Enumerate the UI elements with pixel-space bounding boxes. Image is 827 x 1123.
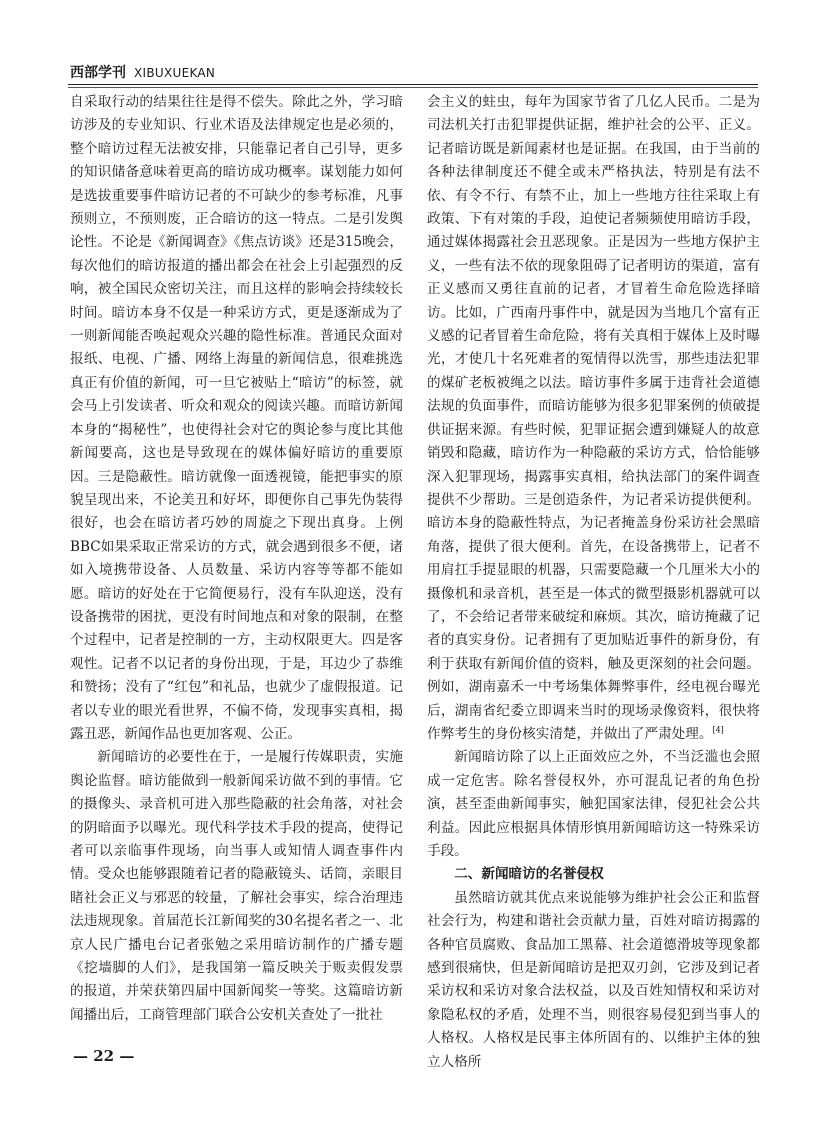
journal-title: 西部学刊 xyxy=(70,65,126,81)
paragraph: 虽然暗访就其优点来说能够为维护社会公正和监督社会行为，构建和谐社会贡献力量，百姓对暗访揭露的各种官员腐败、食品加工黑幕、社会道德滑坡等现象都感到很痛快，但是新闻暗访是把双刃剑，它涉及到记者采访权和采访对象合法权益，以及百姓知情权和采访对象隐私权的矛盾，处理不当，则很容易侵犯到当事人的人格权。人格权是民事主体所固有的、以维护主体的独立人格所 xyxy=(427,889,760,1070)
footnote-reference: [4] xyxy=(712,725,724,735)
paragraph-text: 会主义的蛀虫，每年为国家节省了几亿人民币。二是为司法机关打击犯罪提供证据，维护社会的公平、正义。记者暗访既是新闻素材也是证据。在我国，由于当前的各种法律制度还不健全或未严格执法，特别是有法不依、有令不行、有禁不止，加上一些地方往往采取上有政策、下有对策的手段，迫使记者频频使用暗访手段，通过媒体揭露社会丑恶现象。正是因为一些地方保护主义，一些有法不依的现象阻碍了记者明访的渠道，富有正义感而又勇往直前的记者，才冒着生命危险选择暗访。比如，广西南丹事件中，就是因为当地几个富有正义感的记者冒着生命危险，将有关真相于媒体上及时曝光，才使几十名死难者的冤情得以洗雪，那些违法犯罪的煤矿老板被绳之以法。暗访事件多属于违背社会道德法规的负面事件，而暗访能够为很多犯罪案例的侦破提供证据来源。有些时候，犯罪证据会遭到嫌疑人的故意销毁和隐藏，暗访作为一种隐蔽的采访方式，恰恰能够深入犯罪现场，揭露事实真相，给执法部门的案件调查提供不少帮助。三是创造条件，为记者采访提供便利。暗访本身的隐蔽性特点，为记者掩盖身份采访社会黑暗角落，提供了很大便利。首先，在设备携带上，记者不用肩扛手提显眼的机器，只需要隐藏一个几厘米大小的摄像机和录音机，甚至是一体式的微型摄影机器就可以了，不会给记者带来破绽和麻烦。其次，暗访掩藏了记者的真实身份。记者拥有了更加贴近事件的新身份，有利于获取有新闻价值的资料，触及更深刻的社会问题。例如，湖南嘉禾一中考场集体舞弊事件，经电视台曝光后，湖南省纪委立即调来当时的现场录像资料，很快将作弊考生的身份核实清楚，并做出了严肃处理。 xyxy=(427,94,760,742)
journal-title-latin: XIBUXUEKAN xyxy=(134,66,216,80)
right-column xyxy=(427,91,760,1074)
paragraph: 自采取行动的结果往往是得不偿失。除此之外，学习暗访涉及的专业知识、行业术语及法律规定也是必须的，整个暗访过程无法被安排，只能靠记者自己引导，更多的知识储备意味着更高的暗访成功概率。谋划能力如何是选拔重要事件暗访记者的不可缺少的参考标准，凡事预则立，不预则废，正合暗访的这一特点。二是引发舆论性。不论是《新闻调查》《焦点访谈》还是315晚会，每次他们的暗访报道的播出都会在社会上引起强烈的反响，被全国民众密切关注，而且这样的影响会持续较长时间。暗访本身不仅是一种采访方式，更是逐渐成为了一则新闻能否唤起观众兴趣的隐性标准。普通民众面对报纸、电视、广播、网络上海量的新闻信息，很难挑选真正有价值的新闻，可一旦它被贴上“暗访”的标签，就会马上引发读者、听众和观众的阅读兴趣。而暗访新闻本身的“揭秘性”，也使得社会对它的舆论参与度比其他新闻要高，这也是导致现在的媒体偏好暗访的重要原因。三是隐蔽性。暗访就像一面透视镜，能把事实的原貌呈现出来，不论美丑和好坏，即便你自己事先伪装得很好，也会在暗访者巧妙的周旋之下现出真身。上例BBC如果采取正常采访的方式，就会遇到很多不便，诸如入境携带设备、人员数量、采访内容等等都不能如愿。暗访的好处在于它简便易行，没有车队迎送，没有设备携带的困扰，更没有时间地点和对象的限制，在整个过程中，记者是控制的一方，主动权限更大。四是客观性。记者不以记者的身份出现，于是，耳边少了恭维和赞扬；没有了“红包”和礼品，也就少了虚假报道。记者以专业的眼光看世界，不偏不倚，发现事实真相，揭露丑恶，新闻作品也更加客观、公正。 xyxy=(70,94,403,742)
section-heading: 二、新闻暗访的名誉侵权 xyxy=(454,866,604,883)
paragraph xyxy=(427,91,760,746)
paragraph: 新闻暗访的必要性在于，一是履行传媒职责，实施舆论监督。暗访能做到一般新闻采访做不到的事情。它的摄像头、录音机可进入那些隐蔽的社会角落，对社会的阴暗面予以曝光。现代科学技术手段的提高，使得记者可以亲临事件现场，向当事人或知情人调查事件内情。受众也能够跟随着记者的隐蔽镜头、话筒，亲眼目睹社会正义与邪恶的较量，了解社会事实，综合治理违法违规现象。首届范长江新闻奖的30名提名者之一、北京人民广播电台记者张勉之采用暗访制作的广播专题《挖墙脚的人们》，是我国第一篇反映关于贩卖假发票的报道，并荣获第四届中国新闻奖一等奖。这篇暗访新闻播出后，工商管理部门联合公安机关查处了一批社 xyxy=(70,749,403,1023)
running-header xyxy=(70,64,215,82)
header-rule-thin xyxy=(68,87,758,88)
paragraph: 新闻暗访除了以上正面效应之外，不当泛滥也会照成一定危害。除名誉侵权外，亦可混乱记者的角色扮演，甚至歪曲新闻事实，触犯国家法律，侵犯社会公共利益。因此应根据具体情形慎用新闻暗访这一特殊采访手段。 xyxy=(427,749,760,859)
header-rule xyxy=(68,84,758,85)
page-number: — 22 — xyxy=(73,1047,135,1065)
left-column xyxy=(70,91,403,1027)
